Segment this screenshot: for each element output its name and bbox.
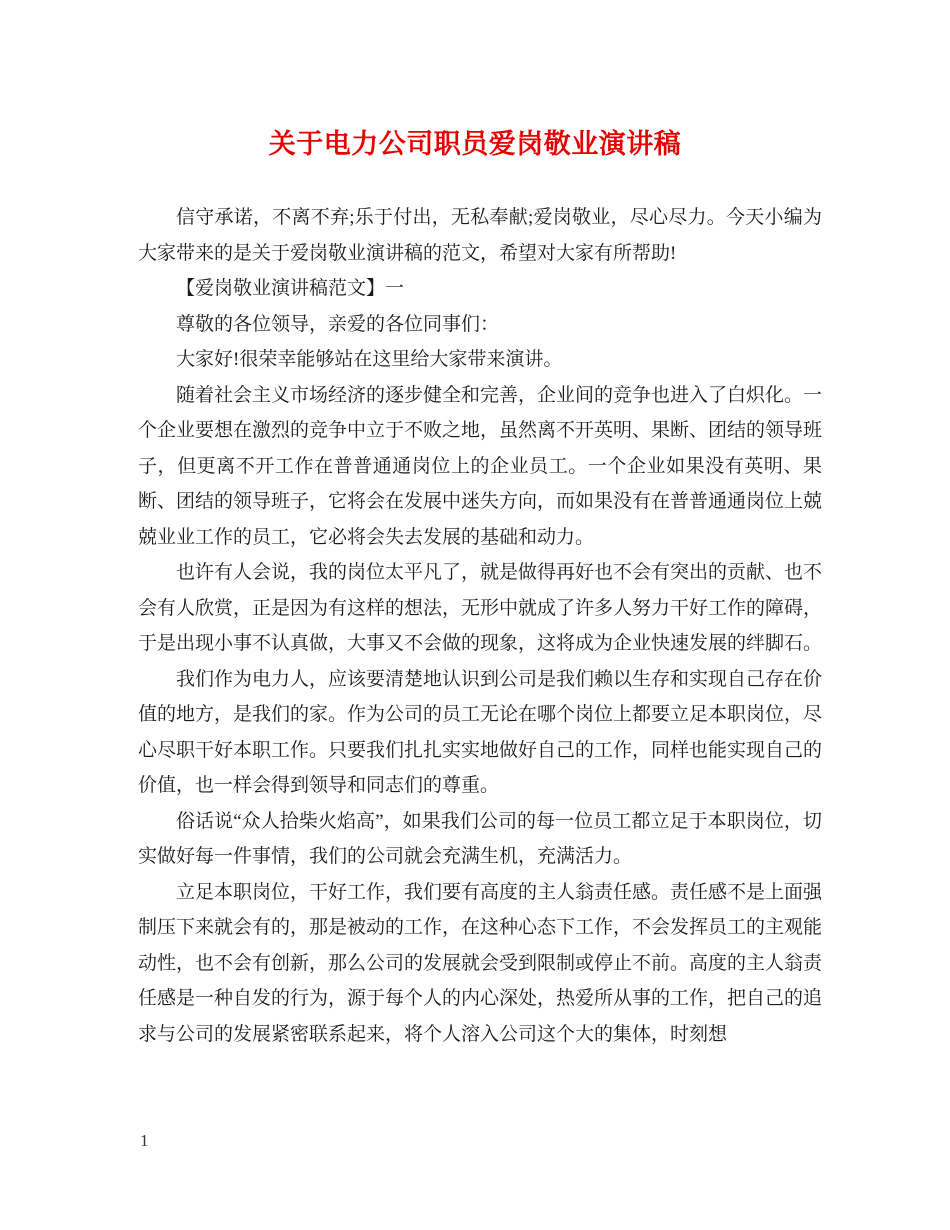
paragraph-body-2: 也许有人会说，我的岗位太平凡了，就是做得再好也不会有突出的贡献、也不会有人欣赏，正是因为有这样的想法，无形中就成了许多人努力干好工作的障碍，于是出现小事不认真做，大事又不会做的现象，这将成为企业快速发展的绊脚石。 [138, 562, 823, 654]
paragraph-greeting: 大家好!很荣幸能够站在这里给大家带来演讲。 [176, 349, 563, 370]
paragraph-section-heading: 【爱岗敬业演讲稿范文】一 [176, 278, 405, 299]
paragraph-body-3: 我们作为电力人，应该要清楚地认识到公司是我们赖以生存和实现自己存在价值的地方，是我们的家。作为公司的员工无论在哪个岗位上都要立足本职岗位，尽心尽职干好本职工作。只要我们扎扎实实地做好自己的工作，同样也能实现自己的价值，也一样会得到领导和同志们的尊重。 [138, 668, 823, 796]
paragraph-salutation: 尊敬的各位领导，亲爱的各位同事们： [176, 313, 500, 335]
paragraph-body-4: 俗话说“众人拾柴火焰高”，如果我们公司的每一位员工都立足于本职岗位，切实做好每一件事情，我们的公司就会充满生机，充满活力。 [138, 810, 822, 867]
document-title: 关于电力公司职员爱岗敬业演讲稿 [268, 129, 682, 159]
page-number: 1 [140, 1131, 149, 1150]
paragraph-body-5: 立足本职岗位，干好工作，我们要有高度的主人翁责任感。责任感不是上面强制压下来就会有的，那是被动的工作，在这种心态下工作，不会发挥员工的主观能动性，也不会有创新，那么公司的发展就会受到限制或停止不前。高度的主人翁责任感是一种自发的行为，源于每个人的内心深处，热爱所从事的工作，把自己的追求与公司的发展紧密联系起来，将个人溶入公司这个大的集体，时刻想 [138, 881, 823, 1045]
document-body [138, 200, 822, 1052]
paragraph-body-1: 随着社会主义市场经济的逐步健全和完善，企业间的竞争也进入了白炽化。一个企业要想在激烈的竞争中立于不败之地，虽然离不开英明、果断、团结的领导班子，但更离不开工作在普普通通岗位上的企业员工。一个企业如果没有英明、果断、团结的领导班子，它将会在发展中迷失方向，而如果没有在普普通通岗位上兢兢业业工作的员工，它必将会失去发展的基础和动力。 [138, 384, 823, 548]
paragraph-intro: 信守承诺，不离不弃;乐于付出，无私奉献;爱岗敬业，尽心尽力。今天小编为大家带来的是关于爱岗敬业演讲稿的范文，希望对大家有所帮助! [138, 207, 822, 264]
